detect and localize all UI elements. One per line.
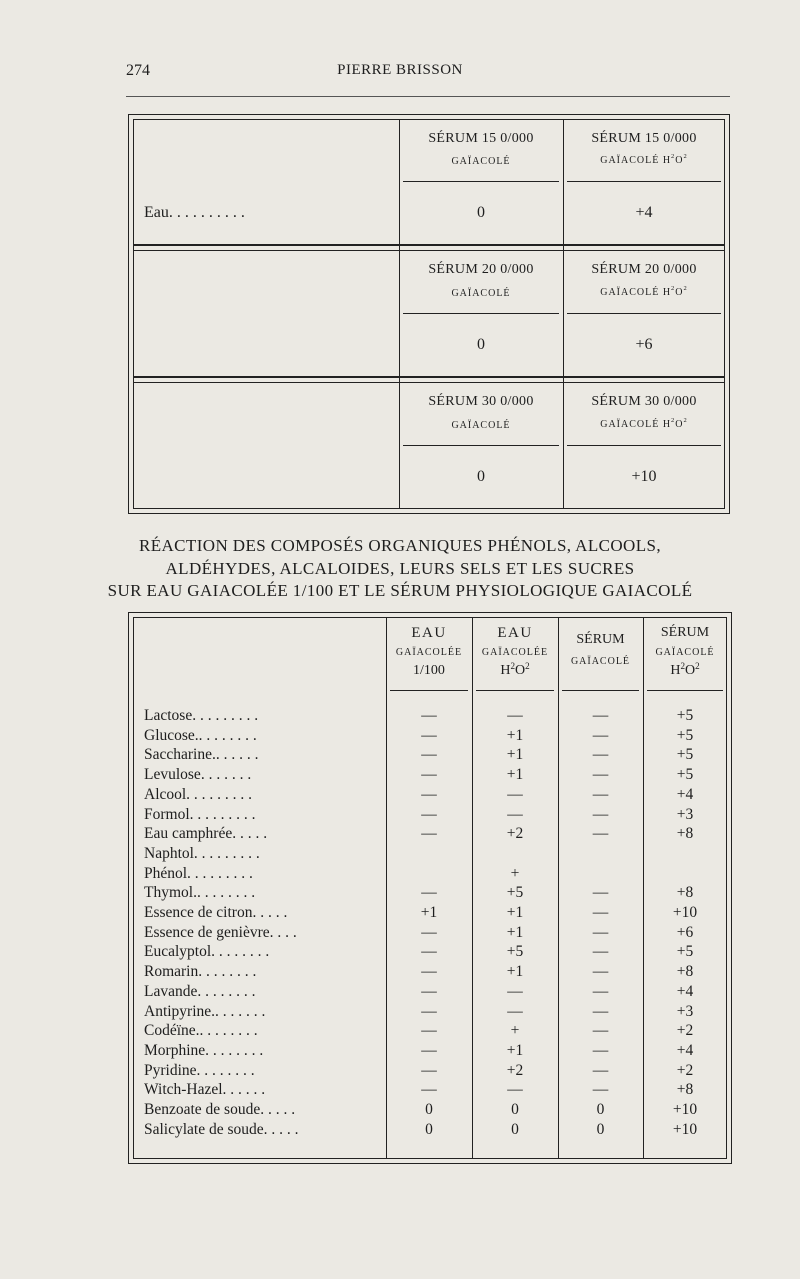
table-row-label: Codéïne.. . . . . . . . [144,1022,258,1039]
table-cell: — [592,983,609,1000]
table-cell: — [592,727,609,744]
table-cell: +10 [672,1101,698,1118]
table-cell: + [510,865,520,882]
table-cell: — [592,806,609,823]
table-cell: — [592,825,609,842]
table-row-label: Eucalyptol. . . . . . . . [144,943,270,960]
table-cell: — [507,1081,523,1098]
t2-h2-l3: $H^2O^2$ [500,661,530,678]
table-cell: — [507,707,523,724]
t2-hrule-2 [476,690,554,691]
t1-rule-2a [403,313,559,314]
t2-hrule-1 [390,690,468,691]
table1-block-sep-1 [133,244,725,246]
t1-b1-value-1: 0 [477,204,485,221]
t1-b2-col2-title: SÉRUM 20 0/000 [591,262,697,277]
t2-h3-l2: GAÏACOLÉ [570,656,631,667]
table-cell: — [421,1062,437,1079]
table-row-label: Pyridine. . . . . . . . [144,1062,255,1079]
table-row-label: Romarin. . . . . . . . [144,963,257,980]
table-cell: +3 [676,1003,694,1020]
table-cell: — [592,707,609,724]
section-title-line-3: SUR EAU GAIACOLÉE 1/100 ET LE SÉRUM PHYSIOLOGIQUE GAIACOLÉ [107,581,693,600]
t1-b1-col1-sub: GAÏACOLÉ [451,156,511,167]
table-cell: — [592,1042,609,1059]
table-cell: — [421,786,437,803]
table-cell: — [592,904,609,921]
table-cell: — [592,1062,609,1079]
table-cell: — [421,1022,437,1039]
table-cell: +2 [506,825,524,842]
table-cell: + [510,1022,520,1039]
table1-divider-1 [399,119,400,509]
table-cell: +2 [506,1062,524,1079]
table-cell: +4 [676,983,694,1000]
table-cell: — [507,786,523,803]
table-cell: +1 [506,924,524,941]
table-cell: — [421,1081,437,1098]
table-cell: — [507,806,523,823]
table-cell: — [421,1003,437,1020]
table-cell: — [421,884,437,901]
t1-b1-col2-sub: GAÏACOLÉ $H^2O^2$ [600,153,688,166]
table-row-label: Saccharine.. . . . . . [144,746,259,763]
t1-b1-value-2: +4 [635,204,653,221]
t2-hrule-3 [562,690,639,691]
table-row-label: Morphine. . . . . . . . [144,1042,264,1059]
table-cell: — [421,1042,437,1059]
table-cell: 0 [596,1101,605,1118]
table-cell: +1 [420,904,438,921]
table-cell: 0 [425,1121,433,1138]
table-cell: +5 [676,746,694,763]
table-row-label: Levulose. . . . . . . [144,766,252,783]
header-rule [126,96,730,97]
table-cell: — [507,983,523,1000]
page-number: 274 [126,62,150,79]
table-cell: — [592,746,609,763]
t1-b2-col2-sub: GAÏACOLÉ $H^2O^2$ [600,285,688,298]
t2-h4-l2: GAÏACOLÉ [655,647,715,658]
t1-b3-col2-sub: GAÏACOLÉ $H^2O^2$ [600,417,688,430]
table-cell: — [421,727,437,744]
table-cell: — [507,1003,523,1020]
table-cell: — [592,963,609,980]
table1-inner-frame [133,119,725,509]
table-cell: 0 [425,1101,433,1118]
t1-b2-value-2: +6 [635,336,653,353]
table1-block-sep-1b [133,250,725,251]
table-cell: 0 [596,1121,605,1138]
table-cell: +1 [506,746,524,763]
t1-b2-col1-sub: GAÏACOLÉ [451,288,511,299]
table-cell: +6 [676,924,694,941]
table-cell: — [421,825,437,842]
t1-rule-1b [567,181,721,182]
t1-b2-col1-title: SÉRUM 20 0/000 [428,262,534,277]
section-title-line-2: ALDÉHYDES, ALCALOIDES, LEURS SELS ET LES SUCRES [165,559,635,578]
table-row-label: Naphtol. . . . . . . . . [144,845,260,862]
table-cell: — [421,924,437,941]
table-row-label: Alcool. . . . . . . . . [144,786,253,803]
t2-h3-l1: SÉRUM [576,632,625,647]
table-row-label: Antipyrine.. . . . . . . [144,1003,266,1020]
table-cell: +1 [506,727,524,744]
table-cell: +8 [676,825,694,842]
table-cell: +4 [676,786,694,803]
table-cell: +5 [676,727,694,744]
t1-b3-col1-title: SÉRUM 30 0/000 [428,394,534,409]
t1-rule-1a [403,181,559,182]
table-cell: +10 [672,1121,698,1138]
table-row-label: Phénol. . . . . . . . . [144,865,253,882]
table-cell: +4 [676,1042,694,1059]
t2-h1-l2: GAÏACOLÉE [395,647,463,658]
table-cell: — [592,1003,609,1020]
table-cell: — [421,983,437,1000]
t2-h4-l3: $H^2O^2$ [670,661,700,678]
table-cell: — [421,963,437,980]
t2-h2-l2: GAÏACOLÉE [481,647,549,658]
table-cell: +10 [672,904,698,921]
table1-divider-2 [563,119,564,509]
table-row-label: Lavande. . . . . . . . [144,983,256,1000]
table-cell: — [421,943,437,960]
table-cell: — [592,924,609,941]
table-cell: +5 [676,766,694,783]
row-label-eau: Eau. . . . . . . . . . [144,204,245,221]
table-cell: 0 [511,1101,519,1118]
table-cell: +5 [676,707,694,724]
running-title: PIERRE BRISSON [337,62,463,78]
table-cell: — [421,766,437,783]
table-cell: +5 [506,943,524,960]
table-row-label: Eau camphrée. . . . . [144,825,268,842]
t2-h1-l3: 1/100 [413,663,445,678]
table-cell: +2 [676,1062,694,1079]
table1-block-sep-2b [133,382,725,383]
table-cell: — [592,1022,609,1039]
table-cell: +1 [506,1042,524,1059]
t1-b3-value-1: 0 [477,468,485,485]
t1-b1-col1-title: SÉRUM 15 0/000 [428,131,534,146]
table-cell: +1 [506,963,524,980]
t2-h4-l1: SÉRUM [660,625,710,640]
t1-b1-col2-title: SÉRUM 15 0/000 [591,131,697,146]
table-row-label: Essence de citron. . . . . [144,904,288,921]
table-cell: +5 [506,884,524,901]
t1-rule-2b [567,313,721,314]
t2-hrule-4 [647,690,723,691]
table-cell: — [592,943,609,960]
table-row-label: Formol. . . . . . . . . [144,806,256,823]
table-row-label: Benzoate de soude. . . . . [144,1101,296,1118]
t1-b3-value-2: +10 [631,468,657,485]
t2-h1-l1: EAU [411,625,447,641]
t2-h2-l1: EAU [497,625,533,641]
table-row-label: Essence de genièvre. . . . [144,924,297,941]
section-title-line-1: RÉACTION DES COMPOSÉS ORGANIQUES PHÉNOLS, ALCOOLS, [138,536,662,555]
t1-b3-col2-title: SÉRUM 30 0/000 [591,394,697,409]
table-cell: — [592,1081,609,1098]
table-cell: — [421,746,437,763]
table-row-label: Witch-Hazel. . . . . . [144,1081,266,1098]
table-cell: — [421,806,437,823]
table-row-label: Thymol.. . . . . . . . [144,884,256,901]
t1-rule-3a [403,445,559,446]
table-cell: 0 [511,1121,519,1138]
table-cell: — [592,766,609,783]
table-cell: +8 [676,884,694,901]
table-row-label: Salicylate de soude. . . . . [144,1121,299,1138]
table-row-label: Glucose.. . . . . . . . [144,727,257,744]
table-cell: +8 [676,1081,694,1098]
table-cell: — [592,786,609,803]
t1-b2-value-1: 0 [477,336,485,353]
table1-block-sep-2 [133,376,725,378]
table-cell: +8 [676,963,694,980]
table-cell: +5 [676,943,694,960]
table-cell: — [421,707,437,724]
table-cell: +1 [506,766,524,783]
t1-b3-col1-sub: GAÏACOLÉ [451,420,511,431]
table-cell: +2 [676,1022,694,1039]
table-cell: +3 [676,806,694,823]
table-row-label: Lactose. . . . . . . . . [144,707,259,724]
t1-rule-3b [567,445,721,446]
table-cell: +1 [506,904,524,921]
table-cell: — [592,884,609,901]
